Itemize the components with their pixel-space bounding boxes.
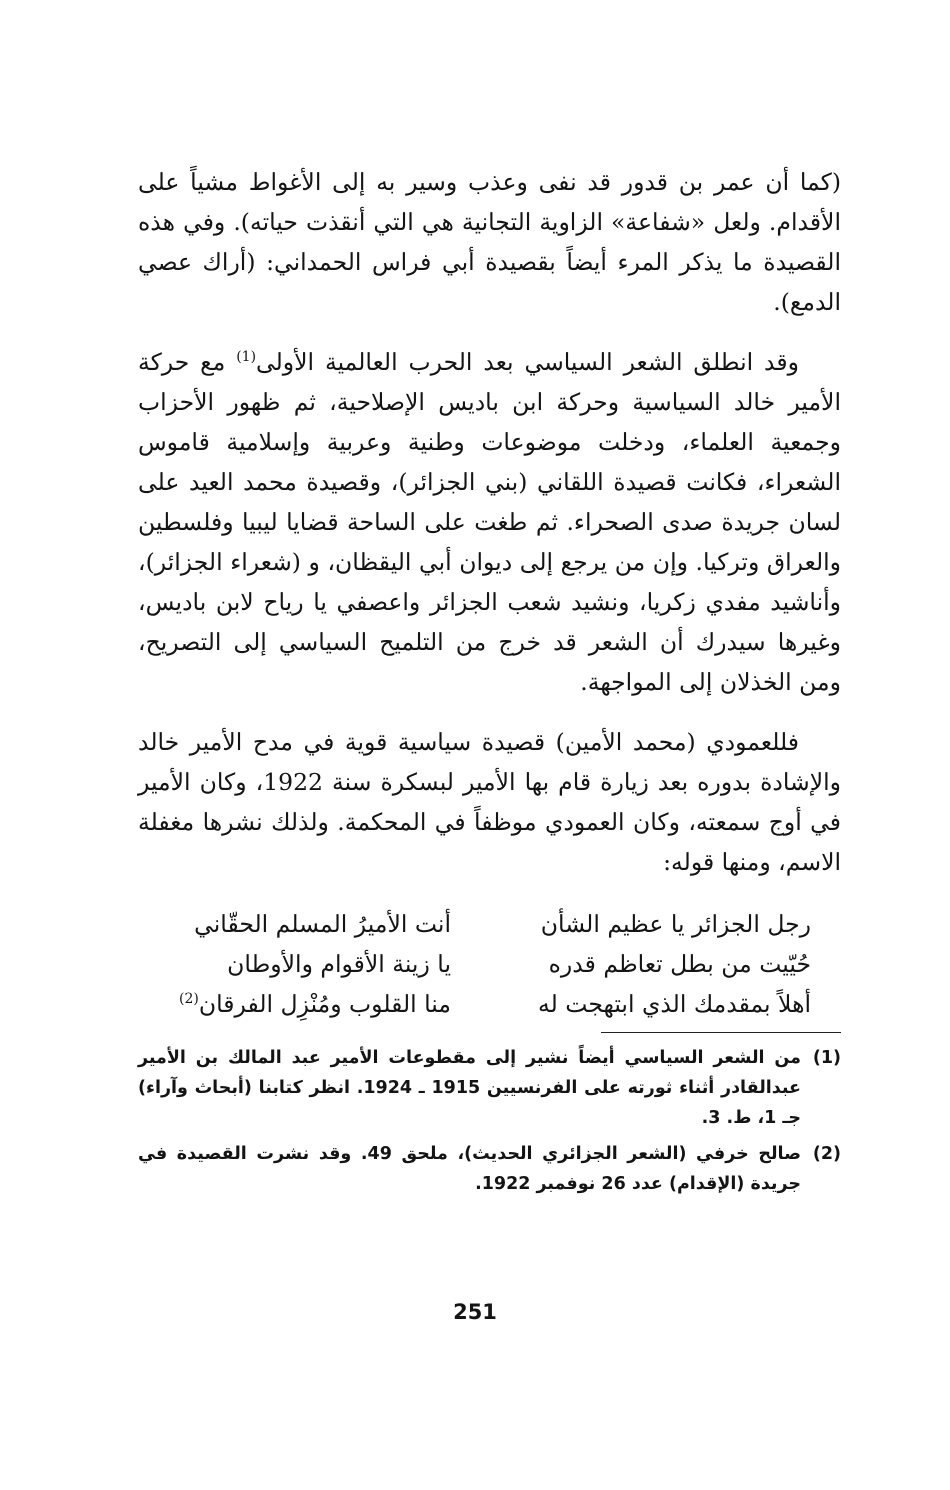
poem-second-hemistich-text: يا زينة الأقوام والأوطان bbox=[227, 950, 451, 978]
footnote-ref-2[interactable]: (2) bbox=[179, 991, 199, 1008]
footnote-number: (2) bbox=[812, 1144, 841, 1164]
poem-second-hemistich bbox=[138, 984, 481, 1024]
poem-second-hemistich-text: منا القلوب ومُنْزِل الفرقان bbox=[198, 990, 451, 1018]
poem-second-hemistich bbox=[138, 904, 481, 944]
footnote-item bbox=[138, 1043, 841, 1133]
poem-verse-row bbox=[138, 944, 841, 984]
footnote-item bbox=[138, 1139, 841, 1199]
footnote-text: من الشعر السياسي أيضاً نشير إلى مقطوعات الأمير عبد المالك بن الأمير عبدالقادر أثناء ثورته على الفرنسيين 1915 ـ 1924. انظر كتابنا (أبحاث وآراء) جـ 1، ط. 3. bbox=[138, 1048, 802, 1128]
poem-first-hemistich: رجل الجزائر يا عظيم الشأن bbox=[540, 910, 811, 938]
footnote-ref-1[interactable]: (1) bbox=[236, 349, 257, 366]
paragraph-political-poetry-start: وقد انطلق الشعر السياسي بعد الحرب العالمية الأولى bbox=[256, 348, 799, 376]
poem-first-hemistich: أهلاً بمقدمك الذي ابتهجت له bbox=[538, 990, 811, 1018]
poem-second-hemistich bbox=[138, 944, 481, 984]
footnote-number: (1) bbox=[812, 1048, 841, 1068]
footnote-text: صالح خرفي (الشعر الجزائري الحديث)، ملحق 49. وقد نشرت القصيدة في جريدة (الإقدام) عدد 26 نوفمبر 1922. bbox=[138, 1144, 802, 1194]
paragraph-political-poetry-rest: مع حركة الأمير خالد السياسية وحركة ابن باديس الإصلاحية، ثم ظهور الأحزاب وجمعية العلماء، ودخلت موضوعات وطنية وعربية وإسلامية قاموس الشعراء، فكانت قصيدة اللقاني (بني الجزائر)، وقصيدة محمد العيد على لسان جريدة صدى الصحراء. ثم طغت على الساحة قضايا ليبيا وفلسطين والعراق وتركيا. وإن من يرجع إلى ديوان أبي اليقظان، و (شعراء الجزائر)، وأناشيد مفدي زكريا، ونشيد شعب الجزائر واعصفي يا رياح لابن باديس، وغيرها سيدرك أن الشعر قد خرج من التلميح السياسي إلى التصريح، ومن الخذلان إلى المواجهة. bbox=[138, 348, 841, 696]
page-number: 251 bbox=[453, 1300, 497, 1324]
paragraph-amoudi: فللعمودي (محمد الأمين) قصيدة سياسية قوية في مدح الأمير خالد والإشادة بدوره بعد زيارة قام بها الأمير لبسكرة سنة 1922، وكان الأمير في أوج سمعته، وكان العمودي موظفاً في المحكمة. ولذلك نشرها مغفلة الاسم، ومنها قوله: bbox=[138, 728, 841, 876]
poem-second-hemistich-text: أنت الأميرُ المسلم الحقّاني bbox=[194, 910, 451, 938]
page-body bbox=[138, 162, 841, 1199]
poem-first-hemistich: حُيّيت من بطل تعاظم قدره bbox=[548, 950, 811, 978]
poem-verse-row bbox=[138, 984, 841, 1024]
poem-verses bbox=[138, 904, 841, 1024]
paragraph-intro: (كما أن عمر بن قدور قد نفى وعذب وسير به إلى الأغواط مشياً على الأقدام. ولعل «شفاعة» الزاوية التجانية هي التي أنقذت حياته). وفي هذه القصيدة ما يذكر المرء أيضاً بقصيدة أبي فراس الحمداني: (أراك عصي الدمع). bbox=[138, 168, 841, 316]
footnotes bbox=[138, 1043, 841, 1199]
paragraph-political-poetry bbox=[138, 342, 841, 702]
poem-verse-row bbox=[138, 904, 841, 944]
footnote-divider bbox=[601, 1032, 841, 1033]
